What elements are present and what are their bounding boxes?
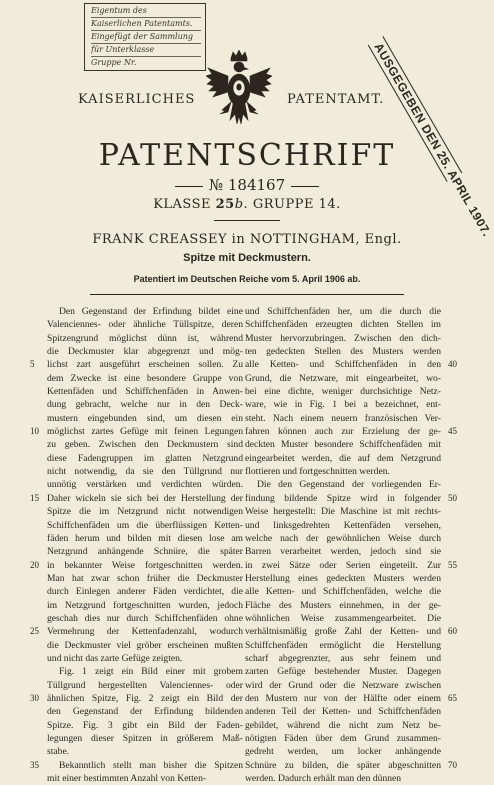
text-line: scharf abgegrenzter, aus sehr feinem und [245,652,441,664]
line-number: 65 [448,693,457,704]
gruppe-value: 14. [318,197,341,212]
text-line: bei eine dichte, weniger durchsichtige Netz- [245,386,441,398]
text-line: wöhnlichen Weise zusammengearbeitet. Die [245,612,441,624]
header-patentamt: PATENTAMT. [287,92,385,107]
text-line: Herstellung eines gedeckten Musters werden [245,572,441,584]
text-line: nötigten Fäden über dem Grund zusammen- [245,733,441,744]
divider-dash [291,186,319,187]
text-line: werden. Dadurch erhält man den dünnen [245,773,402,785]
imperial-eagle-emblem [206,50,272,130]
line-number: 25 [30,626,39,637]
text-line: in bekannter Weise fortgeschnitten werden. [47,559,243,571]
klasse-label: KLASSE [153,197,211,212]
text-line: durch Einlegen anderer Fäden verdichtet, die [47,586,243,598]
patent-number-line [0,176,494,194]
text-line: Den Gegenstand der Erfindung bildet eine [59,306,243,317]
text-line: Schnüre zu bilden, die später abgeschnitten [245,759,441,771]
text-line: und linksgedrehten Kettenfäden versehen, [245,519,441,531]
text-line: dem Zwecke ist eine besondere Gruppe von [47,372,243,384]
text-line: den Mustern nur von der Hälfte oder einem [245,692,441,704]
text-line: Daher wickeln sie sich bei der Herstellung der [47,492,243,504]
text-line: im Netzgrund fortgeschnitten wurden, jedoch [47,599,243,611]
text-line: welche nach der gewöhnlichen Weise durch [245,532,441,544]
text-line: Bekanntlich stellt man bisher die Spitzen [59,759,243,771]
text-line: alle Ketten- und Schiffchenfäden, welche die [245,586,441,598]
line-number: 10 [30,426,39,437]
line-number: 20 [30,559,39,570]
klasse-value: 25 [215,197,235,212]
text-line: die Deckmuster viel gröber erscheinen mußten [47,639,243,651]
text-line: Man hat zwar schon früher die Deckmuster [47,572,243,584]
text-line: anderen Teil der Ketten- und Schiffchenfäden [245,706,441,718]
text-line: gebildet, während die nicht zum Netz be- [245,719,441,731]
class-line [0,197,494,212]
document-title: PATENTSCHRIFT [98,138,396,173]
line-number: 70 [448,759,457,770]
text-line: Schiffchenfäden um die überflüssigen Ketten- [47,519,243,531]
text-line: mustern eingebunden sind, um diesen ein [47,412,243,424]
text-line: Valenciennes- oder ähnliche Tüllspitze, deren [47,319,243,331]
text-line: legungen dieser Spitzen in größerem Maß- [47,733,243,744]
text-line: Grund, die Netzware, mit eingearbeitet, wo- [245,372,441,384]
text-column-right [245,305,441,785]
text-line: gedreht werden, um locker anhängende [245,746,441,758]
author-line: FRANK CREASSEY in NOTTINGHAM, Engl. [92,232,402,247]
text-line: mit einer bestimmten Anzahl von Ketten- [47,773,207,785]
number-prefix: № [208,176,224,194]
stamp-line: Eingefügt der Sammlung [91,31,201,44]
text-line: und nicht das zarte Gefüge zeigten. [47,652,183,664]
text-line: Netzgrund anhängende Schnüre, die später [47,546,243,558]
text-line: dung gebracht, welche nur in den Deck- [47,399,243,411]
text-line: den Gegenstand der Erfindung bildenden [47,706,243,718]
text-line: alle Ketten- und Schiffchenfäden in den [245,359,441,371]
text-line: ten gedeckten Stellen des Musters werden [245,346,441,358]
text-line: findung bildende Spitze wird in folgender [245,492,441,504]
stamp-line: Eigentum des [91,5,201,18]
text-line: Spitzengrund möglichst dünn ist, während [47,332,243,344]
line-number: 15 [30,492,39,503]
text-line: Spitze die im Netzgrund nicht notwendigen [47,506,243,518]
text-column-left [47,305,243,785]
text-line: Fig. 1 zeigt ein Bild einer mit grobem [59,666,243,678]
text-line: möglichst zartes Gefüge mit feinen Legungen [47,426,243,438]
text-line: geschah dies nur durch Schiffchenfäden ohne [47,612,243,624]
text-line: Schiffchenfäden erzeugten dichten Stellen im [245,319,441,331]
text-line: Vermehrung der Kettenfadenzahl, wodurch [47,626,243,638]
line-number: 40 [448,359,457,370]
stamp-line: Gruppe Nr. [91,58,137,67]
text-line: unnötig verstärken und verdichten würden. [47,479,243,491]
invention-title: Spitze mit Deckmustern. [183,252,311,264]
text-line: Schiffchenfäden ermöglicht die Herstellung [245,639,441,651]
line-number: 50 [448,492,457,503]
text-line: Muster hervorzubringen. Zwischen den dich- [245,332,441,344]
line-number: 60 [448,626,457,637]
text-line: fäden herum und bilden mit diesen lose am [47,532,243,544]
text-line: Kettenfäden und Schiffchenfäden in Anwen- [47,386,243,398]
text-line: zarten Gefüge bestehender Muster. Dagegen [245,666,441,678]
stamp-line: für Unterklasse [91,44,201,57]
text-line: diese Fadengruppen im glatten Netzgrund [47,452,243,464]
klasse-suffix: b. [234,197,249,212]
divider-rule [90,294,404,295]
text-line: verhältnismäßig große Zahl der Ketten- und [245,626,441,638]
text-line: lichst zart ausgeführt erscheinen sollen. Zu [47,359,243,371]
patent-date-line: Patentiert im Deutschen Reiche vom 5. April 1906 ab. [133,274,361,284]
text-line: flottieren und fortgeschnitten werden. [245,466,390,478]
text-line: Spitze. Fig. 3 gibt ein Bild der Faden- [47,719,243,731]
text-line: steht. Nach einem neuern französischen Ver- [245,412,441,424]
line-number: 30 [30,693,39,704]
text-line: fahren können auch zur Erzielung der ge- [245,426,441,438]
text-line: ähnlichen Spitze, Fig. 2 zeigt ein Bild der [47,692,243,704]
patent-number: 184167 [227,176,286,194]
text-line: und Schiffchenfäden her, um die durch die [245,306,441,317]
text-line: nicht notwendig, da sie den Tüllgrund nur [47,466,243,478]
text-line: ware, wie in Fig. 1 bei a bezeichnet, ent- [245,399,441,411]
line-number: 5 [30,359,35,370]
collection-stamp [84,3,206,71]
gruppe-label: GRUPPE [252,197,314,212]
line-number: 45 [448,426,457,437]
text-line: Die den Gegenstand der vorliegenden Er- [257,479,441,491]
line-number: 35 [30,759,39,770]
divider-dash [175,186,203,187]
text-line: Fläche des Musters einnehmen, in der ge- [245,599,441,611]
text-line: Barren verarbeitet werden, jedoch sind sie [245,546,441,558]
text-line: deckten Muster besondere Schiffchenfäden mit [245,439,441,451]
line-number: 55 [448,559,457,570]
header-kaiserliches: KAISERLICHES [78,92,196,107]
text-line: wird der Grund oder die Netzware zwischen [245,679,441,691]
text-line: in zwei Sätze oder Serien eingeteilt. Zur [245,559,441,571]
text-line: Tüllgrund hergestellten Valenciennes- oder [47,679,243,691]
text-line: stabe. [47,746,70,758]
stamp-line: Kaiserlichen Patentamts. [91,18,201,31]
divider-rule [214,220,280,221]
issue-date-stamp: AUSGEGEBEN DEN 25. APRIL 1907. [368,36,463,182]
text-line: Weise hergestellt: Die Maschine ist mit rechts- [245,506,441,518]
text-line: zu geben. Zwischen den Deckmustern sind [47,439,243,451]
text-line: eingearbeitet werden, die auf dem Netzgrund [245,452,441,464]
text-line: die Deckmuster klar abgegrenzt und mög- [47,346,243,358]
